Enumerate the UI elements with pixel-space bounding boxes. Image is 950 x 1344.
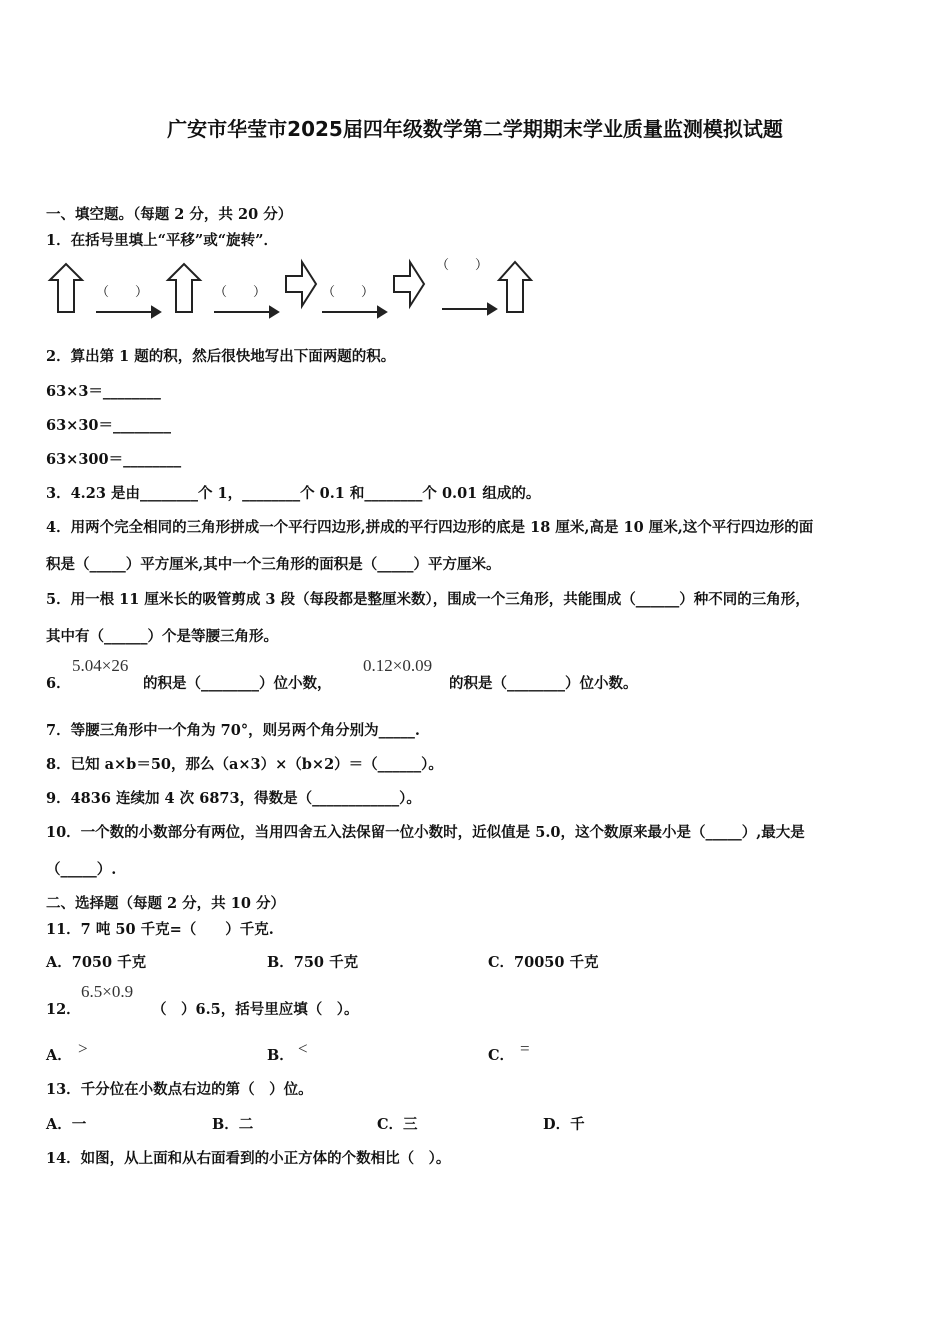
- question-2c: 63×300＝________: [46, 451, 182, 468]
- q1-blank-3: （ ）: [322, 285, 375, 300]
- question-2: 2．算出第 1 题的积，然后很快地写出下面两题的积。: [46, 348, 396, 365]
- question-1: 1．在括号里填上“平移”或“旋转”．: [46, 232, 278, 249]
- q12-option-c: C．: [488, 1047, 515, 1064]
- question-3: 3．4.23 是由________个 1，________个 0.1 和________个 0.01 组成的。: [46, 485, 541, 502]
- right-shape-2: [394, 262, 424, 306]
- q12-option-b: B．: [267, 1047, 294, 1064]
- up-arrow-1: [50, 264, 82, 312]
- q12-option-b-symbol: <: [298, 1039, 308, 1058]
- q13-option-c: C．三: [377, 1116, 418, 1133]
- q11-option-c: C．70050 千克: [488, 954, 599, 971]
- question-2a: 63×3＝________: [46, 383, 161, 400]
- q1-blank-1: （ ）: [96, 285, 149, 300]
- q1-blank-4: （ ）: [436, 258, 489, 273]
- question-5-line-1: 5．用一根 11 厘米长的吸管剪成 3 段（每段都是整厘米数），围成一个三角形，共能围成（______）种不同的三角形，: [46, 591, 810, 608]
- up-arrow-3: [499, 262, 531, 312]
- question-10-line-1: 10．一个数的小数部分有两位，当用四舍五入法保留一位小数时，近似值是 5.0，这个数原来最小是（_____）,最大是: [46, 824, 805, 841]
- q1-blank-2: （ ）: [214, 285, 267, 300]
- right-shape-1: [286, 262, 316, 306]
- question-12-text: （ ）6.5，括号里应填（ ）。: [152, 1001, 359, 1018]
- question-5-line-2: 其中有（______）个是等腰三角形。: [46, 628, 278, 645]
- question-6-expression-1: 5.04×26: [72, 656, 129, 675]
- q13-option-d: D．千: [543, 1116, 585, 1133]
- q12-option-c-symbol: =: [520, 1039, 530, 1058]
- question-13: 13．千分位在小数点右边的第（ ）位。: [46, 1081, 313, 1098]
- q12-option-a: A．: [46, 1047, 72, 1064]
- q11-option-a: A．7050 千克: [46, 954, 147, 971]
- question-14: 14．如图，从上面和从右面看到的小正方体的个数相比（ ）。: [46, 1150, 451, 1167]
- question-8: 8．已知 a×b＝50，那么（a×3）×（b×2）＝（______）。: [46, 756, 443, 773]
- question-4-line-2: 积是（_____）平方厘米,其中一个三角形的面积是（_____）平方厘米。: [46, 556, 501, 573]
- q12-option-a-symbol: >: [78, 1039, 88, 1058]
- question-10-line-2: （_____）.: [46, 861, 117, 878]
- q11-option-b: B．750 千克: [267, 954, 359, 971]
- question-6-expression-2: 0.12×0.09: [363, 656, 433, 675]
- question-6-end: 的积是（________）位小数。: [449, 675, 638, 692]
- up-arrow-2: [168, 264, 200, 312]
- page-title: 广安市华莹市2025届四年级数学第二学期期末学业质量监测模拟试题: [167, 117, 783, 141]
- question-6-number: 6．: [46, 675, 71, 692]
- question-12-expression: 6.5×0.9: [81, 982, 134, 1001]
- question-6-middle: 的积是（________）位小数，: [143, 675, 332, 692]
- question-12-number: 12．: [46, 1001, 81, 1018]
- question-7: 7．等腰三角形中一个角为 70°，则另两个角分别为_____.: [46, 722, 420, 739]
- q13-option-a: A．一: [46, 1116, 87, 1133]
- section-2-heading: 二、选择题（每题 2 分，共 10 分）: [46, 895, 285, 912]
- question-2b: 63×30＝________: [46, 417, 172, 434]
- section-1-heading: 一、填空题。（每题 2 分，共 20 分）: [46, 206, 293, 223]
- question-9: 9．4836 连续加 4 次 6873，得数是（____________）。: [46, 790, 421, 807]
- q13-option-b: B．二: [212, 1116, 254, 1133]
- question-4-line-1: 4．用两个完全相同的三角形拼成一个平行四边形,拼成的平行四边形的底是 18 厘米,高是 10 厘米,这个平行四边形的面: [46, 519, 814, 536]
- question-11: 11．7 吨 50 千克=（ ）千克.: [46, 921, 274, 938]
